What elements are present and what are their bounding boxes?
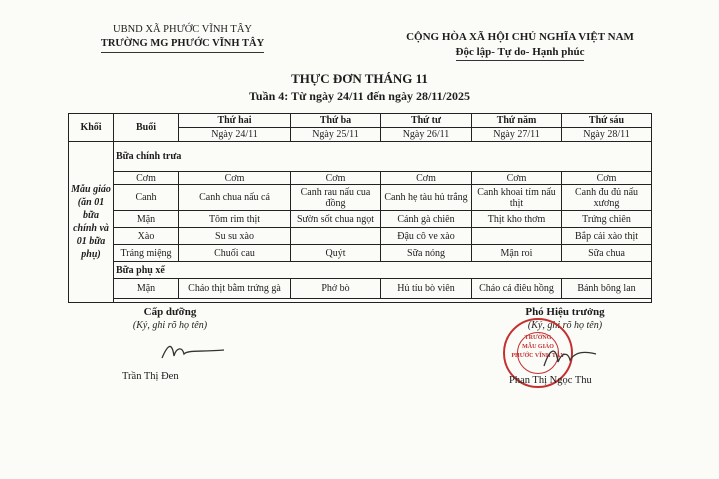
menu-cell: Sữa nóng (381, 245, 472, 262)
menu-cell: Đậu cô ve xào (381, 228, 472, 245)
day-name: Thứ hai (179, 114, 291, 128)
section-main-label: Bữa chính trưa (114, 142, 652, 172)
day-date: Ngày 28/11 (562, 128, 652, 142)
menu-cell: Canh đu đủ nấu xương (562, 185, 652, 211)
signer-right-title: Phó Hiệu trưởng (525, 306, 605, 318)
authority-name: UBND XÃ PHƯỚC VĨNH TÂY (112, 24, 253, 35)
menu-cell: Cơm (562, 172, 652, 185)
signer-left-title: Cấp dưỡng (143, 306, 197, 318)
day-date: Ngày 24/11 (179, 128, 291, 142)
menu-cell: Canh hẹ tàu hủ trắng (381, 185, 472, 211)
signer-left-note: (Ký, ghi rõ họ tên) (132, 320, 208, 331)
header-right (400, 30, 640, 61)
signer-right-name: Phan Thị Ngọc Thu (509, 375, 592, 386)
header-left (100, 23, 265, 53)
page-title: THỰC ĐƠN THÁNG 11 (291, 71, 428, 86)
section-row-snack (69, 262, 652, 279)
school-name: TRƯỜNG MG PHƯỚC VĨNH TÂY (101, 37, 264, 53)
table-spacer-row (69, 299, 652, 303)
menu-cell: Hủ tíu bò viên (381, 279, 472, 299)
menu-cell: Cơm (291, 172, 381, 185)
table-header-row (69, 114, 652, 128)
day-date: Ngày 26/11 (381, 128, 472, 142)
section-row-main (69, 142, 652, 172)
motto: Độc lập- Tự do- Hạnh phúc (456, 45, 585, 61)
menu-cell: Su su xào (179, 228, 291, 245)
menu-cell: Chuối cau (179, 245, 291, 262)
menu-cell: Cơm (381, 172, 472, 185)
header-buoi: Buổi (114, 114, 179, 142)
meal-label: Cơm (114, 172, 179, 185)
menu-cell: Cánh gà chiên (381, 211, 472, 228)
table-row (69, 245, 652, 262)
meal-label: Mặn (114, 211, 179, 228)
table-row (69, 172, 652, 185)
menu-cell: Cơm (472, 172, 562, 185)
signer-right-note: (Ký, ghi rõ họ tên) (527, 320, 603, 331)
table-row (69, 185, 652, 211)
menu-cell: Mận roi (472, 245, 562, 262)
signer-left-name: Trần Thị Đen (122, 371, 179, 382)
stamp-line: MẪU GIÁO (522, 344, 554, 350)
signature-scribble-left (158, 340, 228, 364)
nation-name: CỘNG HÒA XÃ HỘI CHỦ NGHĨA VIỆT NAM (406, 31, 634, 43)
menu-cell: Canh chua nấu cá (179, 185, 291, 211)
day-name: Thứ sáu (562, 114, 652, 128)
meal-label: Xào (114, 228, 179, 245)
menu-cell: Cháo thịt bằm trứng gà (179, 279, 291, 299)
menu-cell: Quýt (291, 245, 381, 262)
meal-label: Canh (114, 185, 179, 211)
menu-cell: Cháo cá điêu hồng (472, 279, 562, 299)
stamp-line: PHƯỚC VĨNH TÂY (511, 353, 565, 359)
day-date: Ngày 27/11 (472, 128, 562, 142)
menu-cell: Bắp cải xào thịt (562, 228, 652, 245)
header-khoi: Khối (69, 114, 114, 142)
section-snack-label: Bữa phụ xế (114, 262, 652, 279)
menu-cell (291, 228, 381, 245)
menu-table (68, 113, 652, 303)
menu-cell (472, 228, 562, 245)
menu-cell: Sườn sốt chua ngọt (291, 211, 381, 228)
signature-scribble-right (540, 342, 600, 372)
table-row (69, 211, 652, 228)
menu-cell: Sữa chua (562, 245, 652, 262)
meal-label: Tráng miệng (114, 245, 179, 262)
signature-left (110, 306, 230, 331)
page-subtitle: Tuần 4: Từ ngày 24/11 đến ngày 28/11/2025 (249, 89, 470, 103)
menu-cell: Trứng chiên (562, 211, 652, 228)
day-name: Thứ năm (472, 114, 562, 128)
day-name: Thứ tư (381, 114, 472, 128)
menu-cell: Thịt kho thơm (472, 211, 562, 228)
menu-cell: Bánh bông lan (562, 279, 652, 299)
day-date: Ngày 25/11 (291, 128, 381, 142)
table-row (69, 228, 652, 245)
menu-cell: Cơm (179, 172, 291, 185)
stamp-line: TRƯỜNG (524, 335, 552, 341)
menu-cell: Phở bò (291, 279, 381, 299)
meal-label: Mặn (114, 279, 179, 299)
menu-cell: Tôm rim thịt (179, 211, 291, 228)
day-name: Thứ ba (291, 114, 381, 128)
menu-cell: Canh rau nấu cua đồng (291, 185, 381, 211)
menu-cell: Canh khoai tím nấu thịt (472, 185, 562, 211)
spacer-cell (114, 299, 652, 303)
table-row (69, 279, 652, 299)
khoi-label: Mẫu giáo (ăn 01 bữa chính và 01 bữa phụ) (69, 142, 114, 303)
